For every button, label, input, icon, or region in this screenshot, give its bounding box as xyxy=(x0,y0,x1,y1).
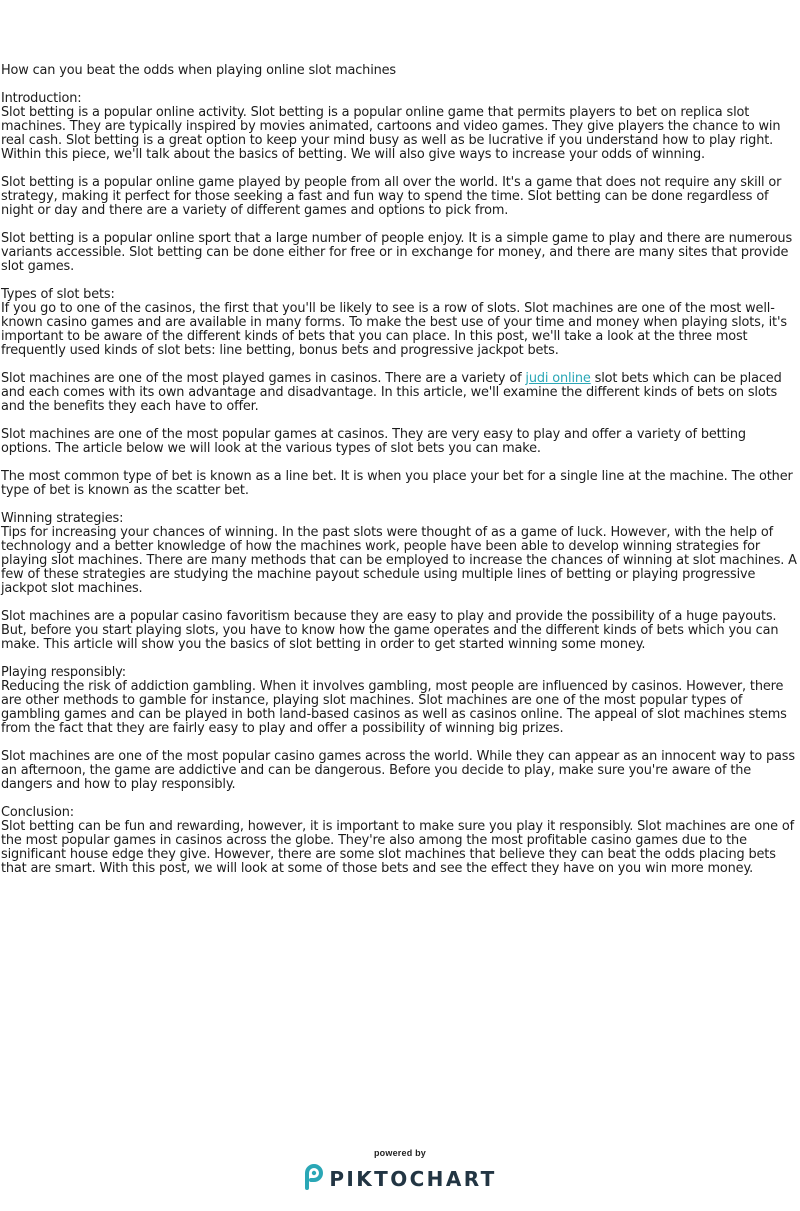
section-strategies xyxy=(1,512,800,596)
judi-online-link[interactable]: judi online xyxy=(525,371,591,386)
paragraph: Slot machines are one of the most popular casino games across the world. While they can appear as an innocent way to pass an afternoon, the game are addictive and can be dangerous. Before you decide to play, make sure you're aware of the dangers and how to play responsibly. xyxy=(1,749,795,792)
paragraph xyxy=(1,372,800,414)
powered-by-label: powered by xyxy=(373,1148,426,1158)
paragraph: Slot betting can be fun and rewarding, however, it is important to make sure you play it responsibly. Slot machines are one of the most popular games in casinos across the globe. They're also among the most profitable casino games due to the significant house edge they give. However, there are some slot machines that believe they can beat the odds placing bets that are smart. With this post, we will look at some of those bets and see the effect they have on you win more money. xyxy=(1,819,794,876)
paragraph: Slot betting is a popular online sport that a large number of people enjoy. It is a simple game to play and there are numerous variants accessible. Slot betting can be done either for free or in exchange for money, and there are many sites that provide slot games. xyxy=(1,231,793,274)
paragraph-text: slot bets which can be placed and each comes with its own advantage and disadvantage. In this article, we'll examine the different kinds of bets on slots and the benefits they each have to offer. xyxy=(1,371,782,414)
section-heading: Introduction: xyxy=(1,91,82,106)
piktochart-brand[interactable] xyxy=(0,1164,800,1194)
article-title: How can you beat the odds when playing online slot machines xyxy=(1,63,396,78)
article xyxy=(1,64,800,890)
section-heading: Types of slot bets: xyxy=(1,287,115,302)
paragraph: Slot betting is a popular online game played by people from all over the world. It's a game that does not require any skill or strategy, making it perfect for those seeking a fast and fun way to spend the time. Slot betting can be done regardless of night or day and there are a variety of different games and options to pick from. xyxy=(1,175,782,218)
paragraph: The most common type of bet is known as a line bet. It is when you place your bet for a single line at the machine. The other type of bet is known as the scatter bet. xyxy=(1,469,793,498)
section-heading: Conclusion: xyxy=(1,805,74,820)
paragraph: Tips for increasing your chances of winning. In the past slots were thought of as a game of luck. However, with the help of technology and a better knowledge of how the machines work, people have been able to develop winning strategies for playing slot machines. There are many methods that can be employed to increase the chances of winning at slot machines. A few of these strategies are studying the machine payout schedule using multiple lines of betting or playing progressive jackpot slot machines. xyxy=(1,525,797,596)
paragraph: Slot machines are a popular casino favoritism because they are easy to play and provide the possibility of a huge payouts. But, before you start playing slots, you have to know how the game operates and the different kinds of bets which you can make. This article will show you the basics of slot betting in order to get started winning some money. xyxy=(1,609,779,652)
section-responsible xyxy=(1,666,800,736)
piktochart-logo-icon xyxy=(303,1164,325,1194)
piktochart-wordmark: PIKTOCHART xyxy=(329,1167,497,1191)
section-introduction xyxy=(1,92,800,162)
section-types xyxy=(1,288,800,358)
paragraph: Slot machines are one of the most popular games at casinos. They are very easy to play and offer a variety of betting options. The article below we will look at the various types of slot bets you can make. xyxy=(1,427,746,456)
section-conclusion xyxy=(1,806,800,876)
paragraph-text: Slot machines are one of the most played games in casinos. There are a variety of xyxy=(1,371,526,386)
paragraph: Reducing the risk of addiction gambling. When it involves gambling, most people are influenced by casinos. However, there are other methods to gamble for instance, playing slot machines. Slot machines are one of the most popular types of gambling games and can be played in both land-based casinos as well as casinos online. The appeal of slot machines stems from the fact that they are fairly easy to play and offer a possibility of winning big prizes. xyxy=(1,679,787,736)
section-heading: Playing responsibly: xyxy=(1,665,126,680)
section-heading: Winning strategies: xyxy=(1,511,124,526)
paragraph: If you go to one of the casinos, the first that you'll be likely to see is a row of slots. Slot machines are one of the most well-known casino games and are available in many forms. To make the best use of your time and money when playing slots, it's important to be aware of the different kinds of bets that you can place. In this post, we'll take a look at the three most frequently used kinds of slot bets: line betting, bonus bets and progressive jackpot bets. xyxy=(1,301,787,358)
piktochart-footer[interactable] xyxy=(0,1148,800,1194)
paragraph: Slot betting is a popular online activity. Slot betting is a popular online game that permits players to bet on replica slot machines. They are typically inspired by movies animated, cartoons and video games. They give players the chance to win real cash. Slot betting is a great option to keep your mind busy as well as be lucrative if you understand how to play right. Within this piece, we'll talk about the basics of betting. We will also give ways to increase your odds of winning. xyxy=(1,105,781,162)
